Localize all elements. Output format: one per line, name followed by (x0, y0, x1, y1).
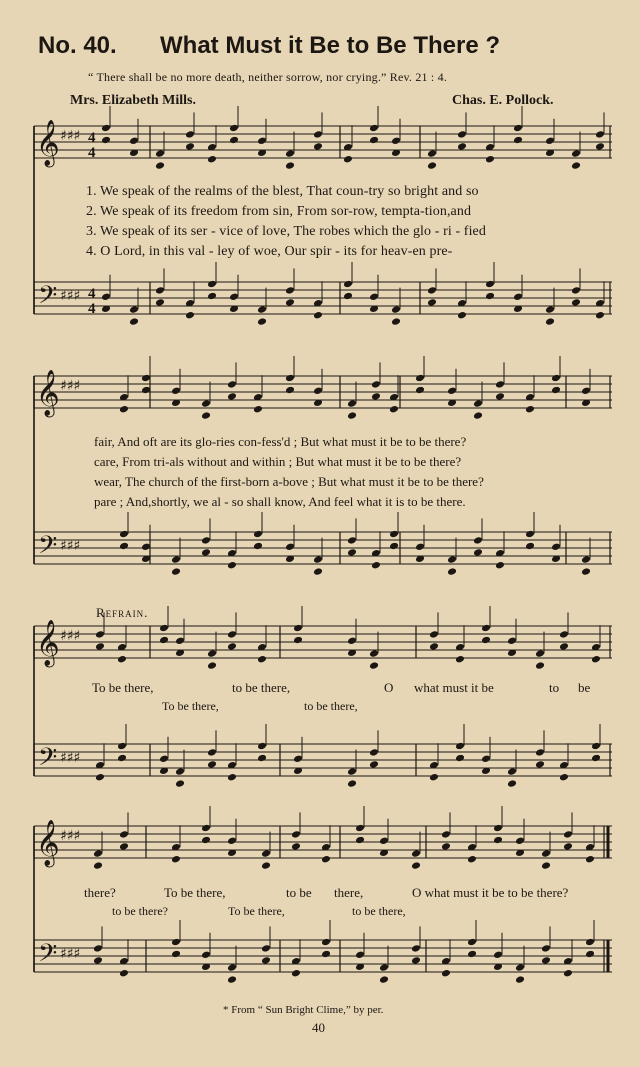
note-head (411, 944, 421, 953)
note-head (227, 773, 237, 782)
refrain-bass-lyric: to be there, (352, 904, 406, 918)
note-head (207, 155, 217, 164)
note-head (427, 298, 437, 307)
note-head (513, 124, 523, 133)
note-head (93, 944, 103, 953)
note-head (391, 305, 401, 314)
note-head (429, 642, 439, 651)
note-head (581, 387, 591, 396)
note-head (563, 830, 573, 839)
note-head (585, 855, 595, 864)
note-head (559, 642, 569, 651)
note-head (427, 149, 437, 158)
note-head (227, 975, 237, 984)
note-head (541, 956, 551, 965)
note-head (229, 136, 239, 145)
note-head (369, 293, 379, 302)
note-head (515, 963, 525, 972)
note-head (551, 543, 561, 552)
note-head (185, 142, 195, 151)
note-head (535, 748, 545, 757)
refrain-lyric: what must it be (414, 680, 494, 695)
note-head (455, 742, 465, 751)
key-signature-icon: ♯♯♯ (60, 378, 81, 394)
note-head (457, 130, 467, 139)
note-head (101, 124, 111, 133)
note-head (347, 779, 357, 788)
note-head (171, 555, 181, 564)
note-head (441, 969, 451, 978)
note-head (207, 661, 217, 670)
note-head (207, 748, 217, 757)
hymn-number: No. 40. (38, 32, 117, 59)
note-head (119, 830, 129, 839)
note-head (257, 317, 267, 326)
note-head (171, 855, 181, 864)
note-head (473, 411, 483, 420)
refrain-lyric: O (384, 680, 394, 695)
treble-clef-icon: 𝄞 (36, 370, 60, 416)
refrain-lyric: to (549, 680, 560, 695)
note-head (119, 969, 129, 978)
note-head (595, 311, 605, 320)
note-head (185, 130, 195, 139)
verse-line-1a: 1. We speak of the realms of the blest, That coun-try so bright and so (86, 184, 479, 199)
key-signature-icon: ♯♯♯ (60, 750, 81, 766)
note-head (411, 956, 421, 965)
note-head (155, 298, 165, 307)
note-head (563, 969, 573, 978)
note-head (369, 136, 379, 145)
note-head (343, 155, 353, 164)
author: Mrs. Elizabeth Mills. (70, 93, 196, 108)
note-head (257, 655, 267, 664)
refrain-bass-lyric: To be there, (162, 699, 219, 713)
note-head (525, 542, 535, 551)
note-head (369, 661, 379, 670)
note-head (129, 137, 139, 146)
note-head (559, 773, 569, 782)
note-head (595, 142, 605, 151)
note-head (95, 630, 105, 639)
note-head (535, 760, 545, 769)
note-head (201, 951, 211, 960)
note-head (227, 963, 237, 972)
note-head (391, 137, 401, 146)
bass-clef-icon: 𝄢 (38, 939, 58, 974)
note-head (495, 380, 505, 389)
verse-line-1b: fair, And oft are its glo-ries con-fess'd ; But what must it be to be there? (94, 434, 467, 449)
note-head (369, 748, 379, 757)
refrain-bass-lyric: to be there, (304, 699, 358, 713)
note-head (101, 136, 111, 145)
note-head (493, 824, 503, 833)
note-head (201, 548, 211, 557)
note-head (535, 649, 545, 658)
note-head (355, 951, 365, 960)
treble-clef-icon: 𝄞 (36, 120, 60, 166)
treble-clef-icon: 𝄞 (36, 620, 60, 666)
note-head (347, 767, 357, 776)
note-head (313, 555, 323, 564)
note-head (201, 411, 211, 420)
note-head (371, 561, 381, 570)
note-head (571, 298, 581, 307)
note-head (119, 542, 129, 551)
note-head (321, 938, 331, 947)
note-head (201, 536, 211, 545)
note-head (261, 956, 271, 965)
note-head (285, 386, 295, 395)
note-head (343, 292, 353, 301)
note-head (545, 137, 555, 146)
key-signature-icon: ♯♯♯ (60, 288, 81, 304)
refrain-lyric: To be there, (92, 680, 154, 695)
note-head (291, 830, 301, 839)
note-head (285, 298, 295, 307)
note-head (117, 754, 127, 763)
note-head (473, 536, 483, 545)
note-head (93, 861, 103, 870)
note-head (513, 136, 523, 145)
note-head (525, 405, 535, 414)
note-head (159, 624, 169, 633)
note-head (285, 374, 295, 383)
note-head (261, 849, 271, 858)
note-head (535, 661, 545, 670)
note-head (171, 387, 181, 396)
note-head (415, 543, 425, 552)
note-head (571, 161, 581, 170)
note-head (171, 567, 181, 576)
note-head (119, 842, 129, 851)
note-head (257, 754, 267, 763)
verse-line-2b: care, From tri-als without and within ; But what must it be to be there? (94, 454, 462, 469)
note-head (369, 124, 379, 133)
note-head (119, 405, 129, 414)
refrain-lyric: to be (286, 885, 312, 900)
note-head (201, 399, 211, 408)
note-head (227, 392, 237, 401)
note-head (95, 642, 105, 651)
note-head (427, 286, 437, 295)
note-head (347, 399, 357, 408)
refrain-label: Refrain. (96, 605, 149, 620)
note-head (227, 561, 237, 570)
note-head (415, 374, 425, 383)
note-head (455, 754, 465, 763)
note-head (285, 149, 295, 158)
bass-clef-icon: 𝄢 (38, 531, 58, 566)
treble-clef-icon: 𝄞 (36, 820, 60, 866)
note-head (481, 624, 491, 633)
note-head (411, 861, 421, 870)
note-head (525, 530, 535, 539)
note-head (313, 567, 323, 576)
note-head (473, 399, 483, 408)
note-head (485, 292, 495, 301)
note-head (513, 293, 523, 302)
note-head (415, 386, 425, 395)
note-head (591, 655, 601, 664)
note-head (201, 836, 211, 845)
note-head (291, 842, 301, 851)
key-signature-icon: ♯♯♯ (60, 946, 81, 962)
note-head (427, 161, 437, 170)
note-head (447, 555, 457, 564)
note-head (563, 842, 573, 851)
note-head (545, 305, 555, 314)
note-head (585, 938, 595, 947)
note-head (347, 548, 357, 557)
note-head (559, 630, 569, 639)
note-head (581, 555, 591, 564)
note-head (441, 842, 451, 851)
note-head (551, 386, 561, 395)
note-head (541, 861, 551, 870)
note-head (389, 530, 399, 539)
note-head (313, 387, 323, 396)
note-head (207, 649, 217, 658)
verse-line-4a: 4. O Lord, in this val - ley of woe, Our spir - its for heav-en pre- (86, 244, 453, 259)
note-head (201, 824, 211, 833)
refrain-lyric: there? (84, 885, 116, 900)
note-head (495, 392, 505, 401)
note-head (369, 649, 379, 658)
bass-clef-icon: 𝄢 (38, 743, 58, 778)
note-head (455, 655, 465, 664)
note-head (155, 149, 165, 158)
note-head (293, 636, 303, 645)
note-head (485, 280, 495, 289)
note-head (253, 405, 263, 414)
note-head (545, 317, 555, 326)
note-head (467, 938, 477, 947)
note-head (591, 742, 601, 751)
note-head (171, 938, 181, 947)
note-head (581, 567, 591, 576)
note-head (347, 536, 357, 545)
note-head (313, 142, 323, 151)
key-signature-icon: ♯♯♯ (60, 128, 81, 144)
note-head (515, 837, 525, 846)
note-head (507, 637, 517, 646)
note-head (117, 655, 127, 664)
time-signature-icon: 4 (88, 301, 96, 317)
note-head (389, 405, 399, 414)
note-head (207, 292, 217, 301)
note-head (457, 142, 467, 151)
note-head (507, 767, 517, 776)
note-head (591, 754, 601, 763)
time-signature-icon: 4 (88, 286, 96, 302)
note-head (473, 548, 483, 557)
note-head (379, 975, 389, 984)
note-head (229, 124, 239, 133)
note-head (457, 311, 467, 320)
note-head (571, 286, 581, 295)
note-head (227, 380, 237, 389)
note-head (207, 280, 217, 289)
note-head (159, 636, 169, 645)
note-head (551, 374, 561, 383)
note-head (467, 950, 477, 959)
note-head (495, 561, 505, 570)
epigraph: “ There shall be no more death, neither sorrow, nor crying.” Rev. 21 : 4. (88, 70, 448, 84)
note-head (261, 944, 271, 953)
time-signature-icon: 4 (88, 130, 96, 146)
note-head (155, 286, 165, 295)
note-head (93, 956, 103, 965)
note-head (355, 824, 365, 833)
note-head (481, 636, 491, 645)
note-head (481, 755, 491, 764)
composer: Chas. E. Pollock. (452, 93, 554, 108)
refrain-lyric: to be there, (232, 680, 291, 695)
footnote: * From “ Sun Bright Clime,” by per. (223, 1004, 384, 1016)
note-head (371, 392, 381, 401)
note-head (441, 830, 451, 839)
verse-line-3b: wear, The church of the first-born a-bove ; But what must it be to be there? (94, 474, 484, 489)
note-head (185, 311, 195, 320)
note-head (257, 305, 267, 314)
key-signature-icon: ♯♯♯ (60, 628, 81, 644)
note-head (155, 161, 165, 170)
note-head (285, 543, 295, 552)
hymn-title: What Must it Be to Be There ? (160, 32, 501, 59)
note-head (285, 286, 295, 295)
note-head (313, 311, 323, 320)
note-head (391, 317, 401, 326)
refrain-lyric: O what must it be to be there? (412, 885, 569, 900)
note-head (493, 951, 503, 960)
time-signature-icon: 4 (88, 145, 96, 161)
note-head (95, 773, 105, 782)
verse-line-4b: pare ; And,shortly, we al - so shall know, And feel what it is to be there. (94, 494, 466, 509)
note-head (227, 642, 237, 651)
note-head (291, 969, 301, 978)
note-head (369, 760, 379, 769)
note-head (571, 149, 581, 158)
note-head (485, 155, 495, 164)
note-head (175, 637, 185, 646)
note-head (227, 837, 237, 846)
note-head (371, 380, 381, 389)
note-head (261, 861, 271, 870)
bass-clef-icon: 𝄢 (38, 281, 58, 316)
refrain-lyric: there, (334, 885, 364, 900)
note-head (595, 130, 605, 139)
note-head (347, 411, 357, 420)
note-head (321, 855, 331, 864)
note-head (229, 293, 239, 302)
note-head (379, 963, 389, 972)
note-head (257, 742, 267, 751)
note-head (343, 280, 353, 289)
note-head (175, 767, 185, 776)
note-head (253, 530, 263, 539)
note-head (293, 755, 303, 764)
note-head (447, 567, 457, 576)
note-head (447, 387, 457, 396)
note-head (541, 944, 551, 953)
refrain-lyric: To be there, (164, 885, 226, 900)
note-head (119, 530, 129, 539)
verse-line-3a: 3. We speak of its ser - vice of love, The robes which the glo - ri - fied (86, 224, 486, 239)
note-head (129, 317, 139, 326)
note-head (207, 760, 217, 769)
note-head (389, 542, 399, 551)
note-head (117, 742, 127, 751)
key-signature-icon: ♯♯♯ (60, 538, 81, 554)
note-head (429, 773, 439, 782)
note-head (285, 161, 295, 170)
note-head (257, 137, 267, 146)
note-head (429, 630, 439, 639)
note-head (171, 950, 181, 959)
note-head (129, 305, 139, 314)
note-head (379, 837, 389, 846)
note-head (93, 849, 103, 858)
verse-line-2a: 2. We speak of its freedom from sin, From sor-row, tempta-tion,and (86, 204, 472, 219)
note-head (159, 755, 169, 764)
note-head (175, 779, 185, 788)
note-head (541, 849, 551, 858)
note-head (515, 975, 525, 984)
note-head (321, 950, 331, 959)
note-head (253, 542, 263, 551)
note-head (101, 293, 111, 302)
refrain-bass-lyric: To be there, (228, 904, 285, 918)
refrain-bass-lyric: to be there? (112, 904, 168, 918)
page-number: 40 (312, 1020, 325, 1035)
key-signature-icon: ♯♯♯ (60, 828, 81, 844)
note-head (355, 836, 365, 845)
note-head (347, 637, 357, 646)
note-head (493, 836, 503, 845)
note-head (293, 624, 303, 633)
note-head (313, 130, 323, 139)
note-head (585, 950, 595, 959)
note-head (227, 630, 237, 639)
note-head (507, 779, 517, 788)
refrain-lyric: be (578, 680, 591, 695)
note-head (411, 849, 421, 858)
note-head (467, 855, 477, 864)
